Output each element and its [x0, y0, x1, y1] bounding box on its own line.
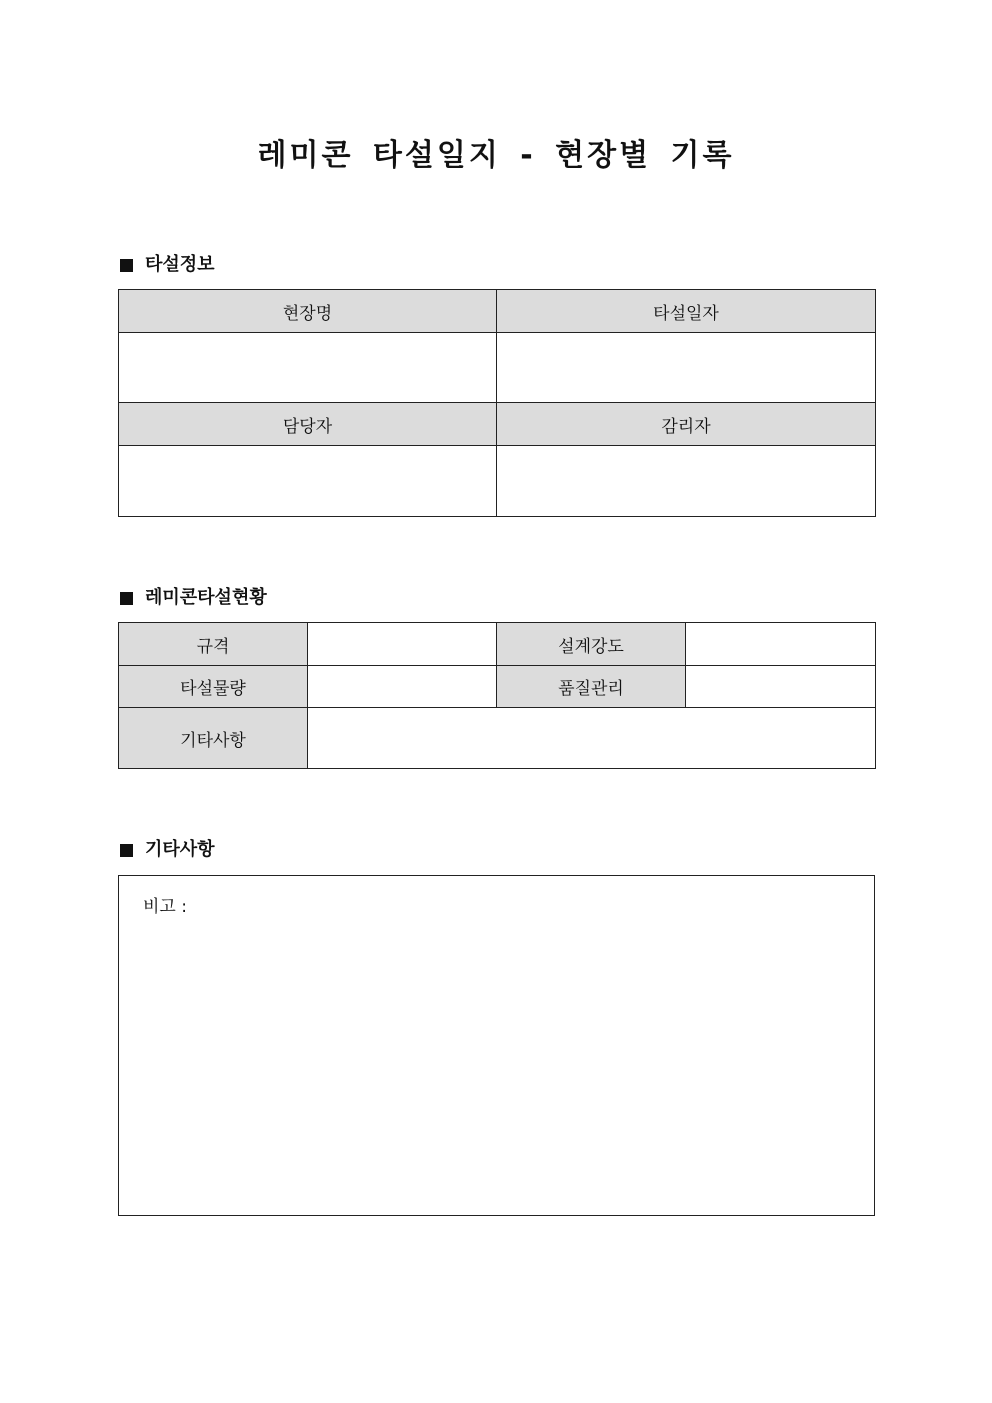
pour-quantity-label: 타설물량: [119, 666, 308, 708]
pour-quantity-field[interactable]: [308, 666, 497, 708]
other-notes-label: 기타사항: [119, 708, 308, 769]
section-heading-pour-info: [118, 253, 215, 277]
table-row: [119, 666, 876, 708]
site-name-field[interactable]: [119, 333, 497, 403]
manager-field[interactable]: [119, 446, 497, 517]
pour-date-field[interactable]: [497, 333, 876, 403]
table-row: [119, 290, 876, 333]
square-bullet-icon: [120, 844, 133, 857]
document-title: 레미콘 타설일지 - 현장별 기록: [257, 138, 735, 173]
quality-control-field[interactable]: [686, 666, 876, 708]
remarks-box[interactable]: [118, 875, 875, 1216]
section-heading-other-notes: [118, 838, 215, 862]
pour-date-header: 타설일자: [497, 290, 876, 333]
design-strength-field[interactable]: [686, 623, 876, 666]
square-bullet-icon: [120, 592, 133, 605]
remarks-label: 비고 :: [143, 897, 187, 917]
section-heading-pour-status: [118, 586, 267, 610]
table-row: [119, 708, 876, 769]
section-heading-label: 레미콘타설현황: [145, 587, 267, 608]
site-name-header: 현장명: [119, 290, 497, 333]
manager-header: 담당자: [119, 403, 497, 446]
table-row: [119, 446, 876, 517]
spec-label: 규격: [119, 623, 308, 666]
section-heading-label: 타설정보: [145, 254, 215, 275]
supervisor-header: 감리자: [497, 403, 876, 446]
square-bullet-icon: [120, 259, 133, 272]
spec-field[interactable]: [308, 623, 497, 666]
other-notes-field[interactable]: [308, 708, 876, 769]
supervisor-field[interactable]: [497, 446, 876, 517]
pour-info-table: [118, 289, 876, 517]
table-row: [119, 403, 876, 446]
pour-status-table: [118, 622, 876, 769]
quality-control-label: 품질관리: [497, 666, 686, 708]
table-row: [119, 623, 876, 666]
design-strength-label: 설계강도: [497, 623, 686, 666]
table-row: [119, 333, 876, 403]
section-heading-label: 기타사항: [145, 839, 215, 860]
